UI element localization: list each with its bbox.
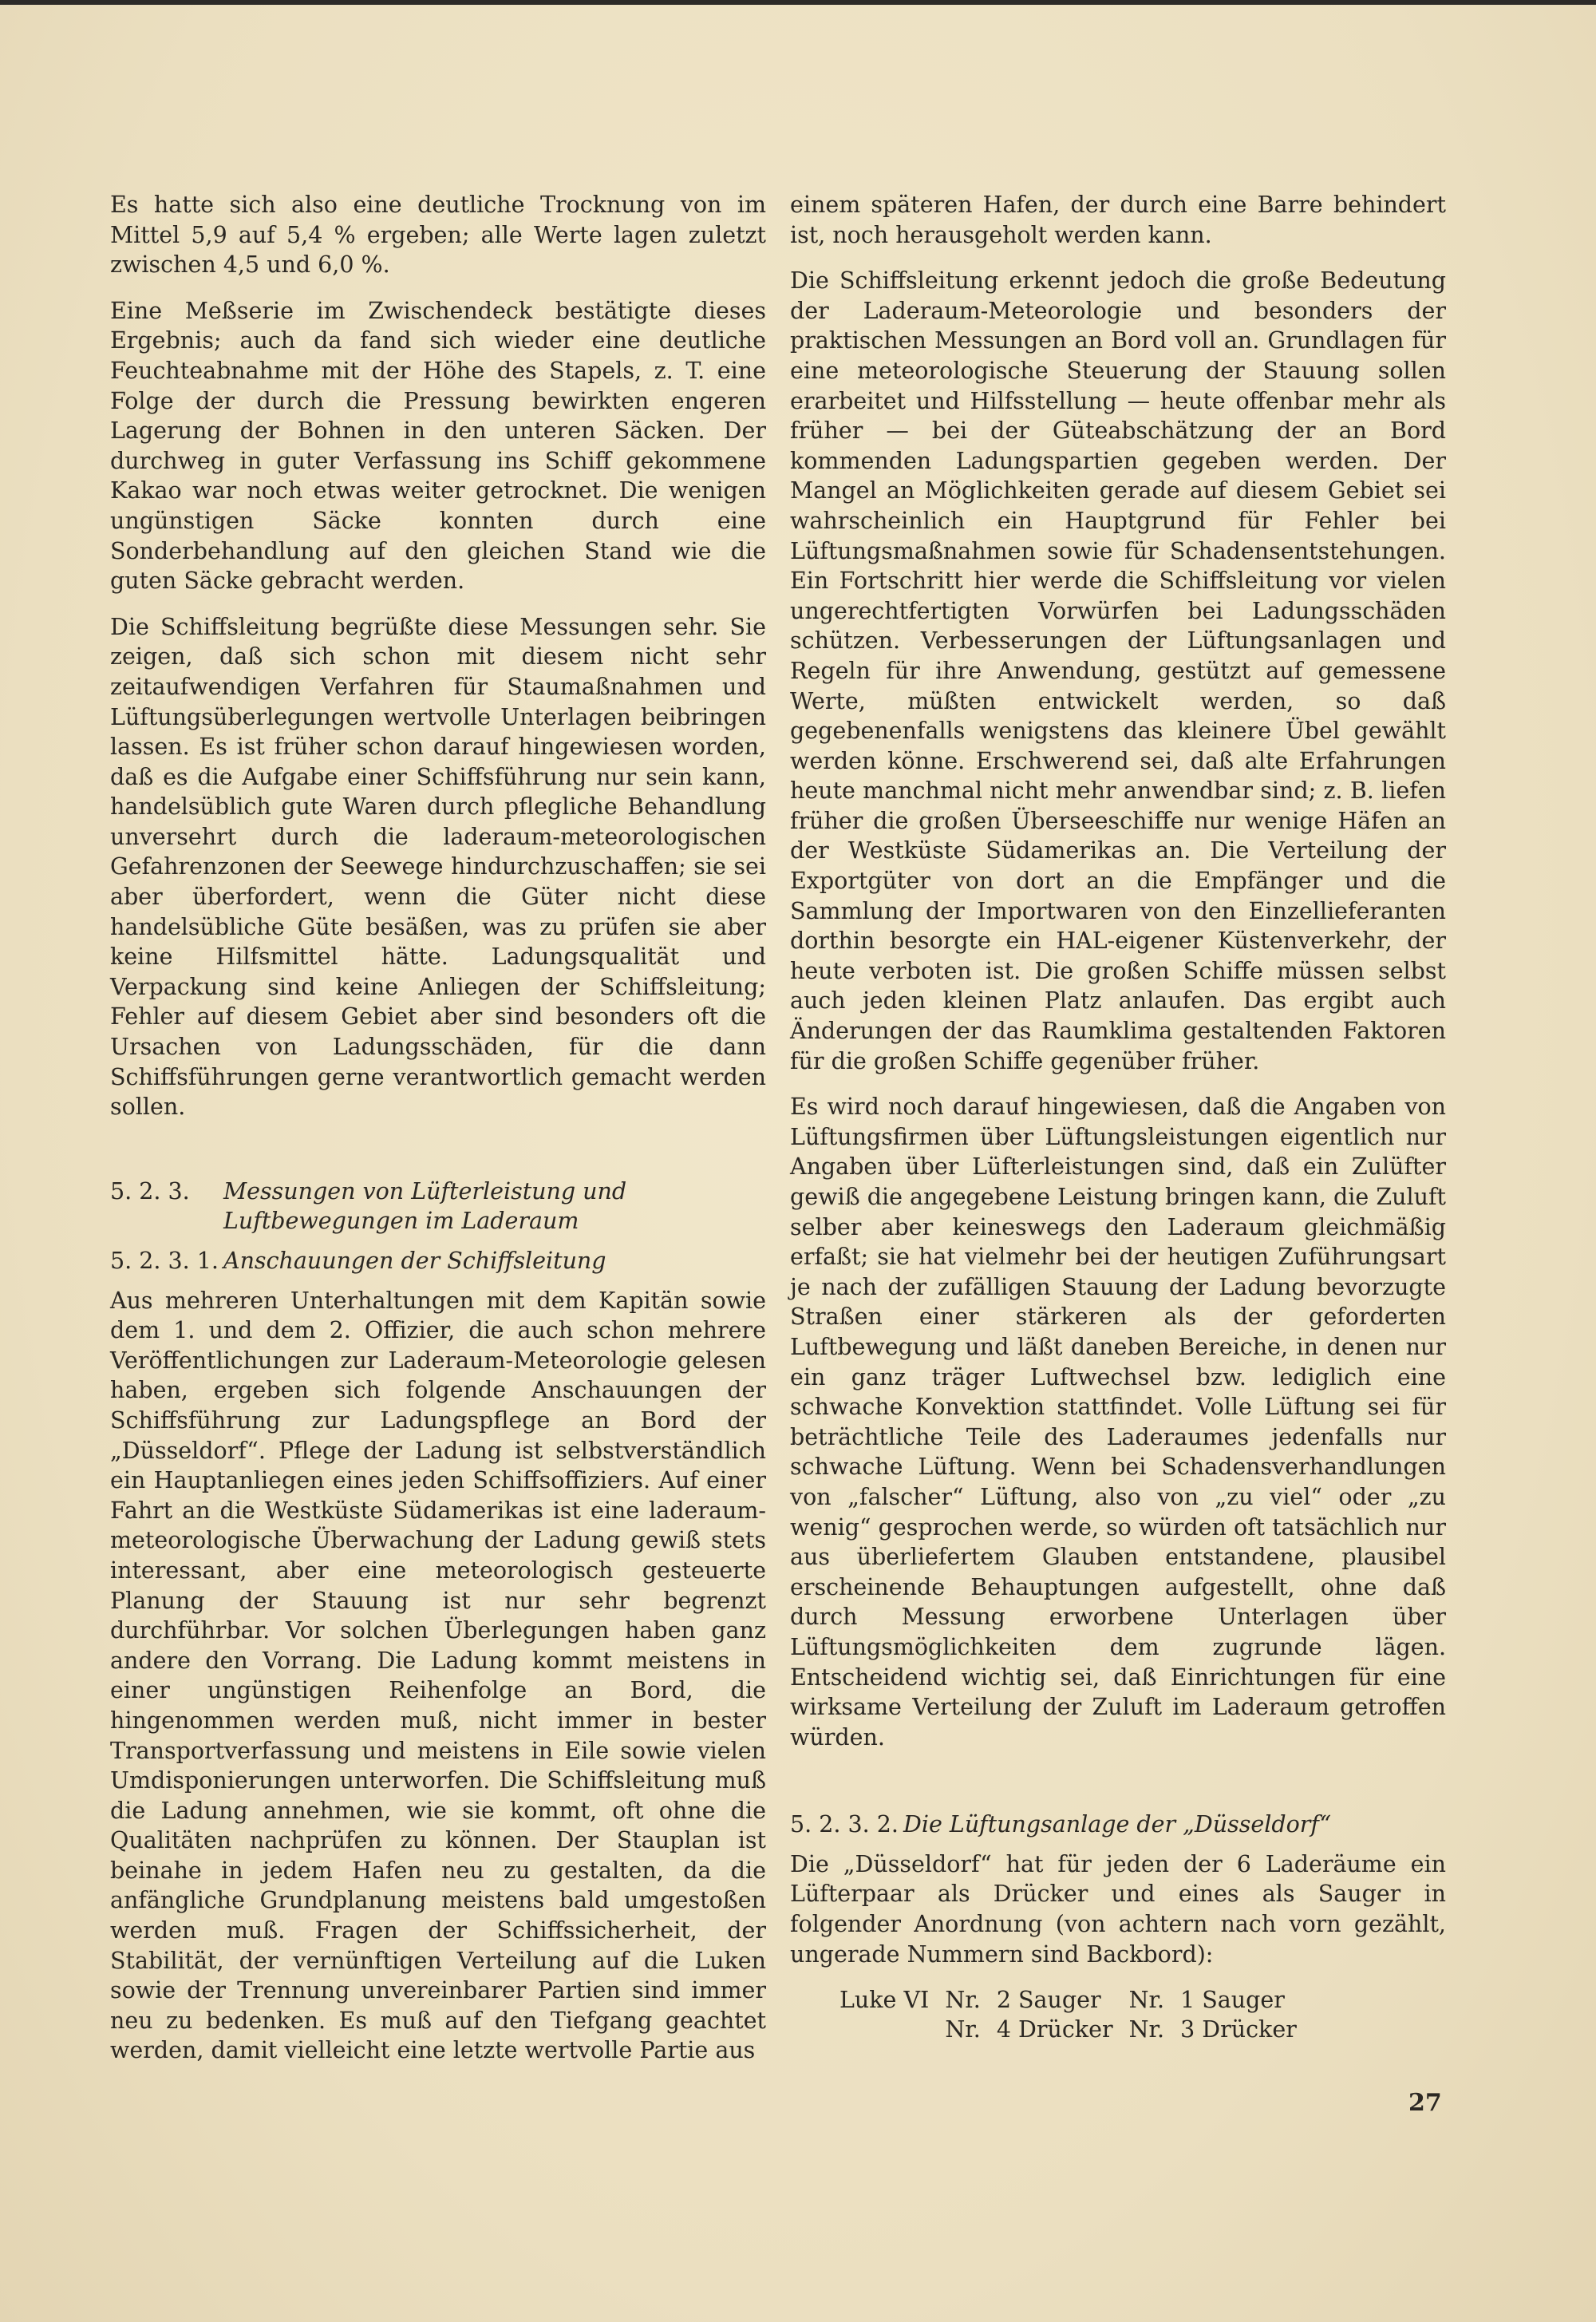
paragraph: einem späteren Hafen, der durch eine Barre behindert ist, noch herausgeholt werden kann. — [790, 192, 1446, 248]
paragraph: Die Schiffsleitung erkennt jedoch die große Bedeutung der Laderaum-Meteorologie und besonders der praktischen Messungen an Bord voll an. Grundlagen für eine meteorologische Steuerung der Stauung sollen erarbeitet und Hilfsstellung — heute offenbar mehr als früher — bei der Güteabschätzung der an Bord kommenden Ladungspartien gegeben werden. Der Mangel an Möglichkeiten gerade auf diesem Gebiet sei wahrscheinlich ein Hauptgrund für Fehler bei Lüftungsmaßnahmen sowie für Schadensentstehungen. Ein Fortschritt hier werde die Schiffsleitung vor vielen ungerechtfertigten Vorwürfen bei Ladungsschäden schützen. Verbesserungen der Lüftungsanlagen und Regeln für ihre Anwendung, gestützt auf gemessene Werte, müßten entwickelt werden, so daß gegebenenfalls wenigstens das kleinere Übel gewählt werden könne. Erschwerend sei, daß alte Erfahrungen heute manchmal nicht mehr anwendbar sind; z. B. liefen früher die großen Überseeschiffe nur wenige Häfen an der Westküste Südamerikas an. Die Verteilung der Exportgüter von dort an die Empfänger und die Sammlung der Importwaren von den Einzellieferanten dorthin besorgte ein HAL-eigener Küstenverkehr, der heute verboten ist. Die großen Schiffe müssen selbst auch jeden kleinen Platz anlaufen. Das ergibt auch Änderungen der das Raumklima gestaltenden Faktoren für die großen Schiffe gegenüber früher. — [790, 267, 1446, 1074]
paragraph: Es wird noch darauf hingewiesen, daß die Angaben von Lüftungsfirmen über Lüftungsleistungen eigentlich nur Angaben über Lüfterleistungen sind, daß ein Zulüfter gewiß die angegebene Leistung bringen kann, die Zuluft selber aber keineswegs den Laderaum gleichmäßig erfaßt; sie hat vielmehr bei der heutigen Zuführungsart je nach der zufälligen Stauung der Ladung bevorzugte Straßen einer stärkeren als der geforderten Luftbewegung und läßt daneben Bereiche, in denen nur ein ganz träger Luftwechsel bzw. lediglich eine schwache Konvektion stattfindet. Volle Lüftung sei für beträchtliche Teile des Laderaumes jedenfalls nur schwache Lüftung. Wenn bei Schadensverhandlungen von „falscher“ Lüftung, also von „zu viel“ oder „zu wenig“ gesprochen werde, so würden oft tatsächlich nur aus überliefertem Glauben entstandene, plausibel erscheinende Behauptungen aufgestellt, ohne daß durch Messung erworbene Unterlagen über Lüftungsmöglichkeiten dem zugrunde lägen. Entscheidend wichtig sei, daß Einrichtungen für eine wirksame Verteilung der Zuluft im Laderaum getroffen würden. — [790, 1094, 1446, 1750]
paragraph: Eine Meßserie im Zwischendeck bestätigte dieses Ergebnis; auch da fand sich wieder eine deutliche Feuchteabnahme mit der Höhe des Stapels, z. T. eine Folge der durch die Pressung bewirkten engeren Lagerung der Bohnen in den unteren Säcken. Der durchweg in guter Verfassung ins Schiff gekommene Kakao war noch etwas weiter getrocknet. Die wenigen ungünstigen Säcke konnten durch eine Sonderbehandlung auf den gleichen Stand wie die guten Säcke gebracht werden. — [110, 297, 766, 595]
paragraph: Aus mehreren Unterhaltungen mit dem Kapitän sowie dem 1. und dem 2. Offizier, die auch schon mehrere Veröffentlichungen zur Laderaum-Meteorologie gelesen haben, ergeben sich folgende Anschauungen der Schiffsführung zur Ladungspflege an Bord der „Düsseldorf“. Pflege der Ladung ist selbstverständlich ein Hauptanliegen eines jeden Schiffsoffiziers. Auf einer Fahrt an die Westküste Südamerikas ist eine laderaum-meteorologische Überwachung der Ladung gewiß stets interessant, aber eine meteorologisch gesteuerte Planung der Stauung ist nur sehr begrenzt durchführbar. Vor solchen Überlegungen haben ganz andere den Vorrang. Die Ladung kommt meistens in einer ungünstigen Reihenfolge an Bord, die hingenommen werden muß, nicht immer in bester Transportverfassung und meistens in Eile sowie vielen Umdisponierungen unterworfen. Die Schiffsleitung muß die Ladung annehmen, wie sie kommt, oft ohne die Qualitäten nachprüfen zu können. Der Stauplan ist beinahe in jedem Hafen neu zu gestalten, da die anfängliche Grundplanung meistens bald umgestoßen werden muß. Fragen der Schiffssicherheit, der Stabilität, der vernünftigen Verteilung auf die Luken sowie der Trennung unvereinbarer Partien sind immer neu zu bedenken. Es muß auf den Tiefgang geachtet werden, damit vielleicht eine letzte wertvolle Partie aus — [110, 1287, 766, 2064]
subsection-number: 5. 2. 3. 2. — [790, 1811, 899, 1838]
table-row — [839, 2015, 1313, 2044]
section-title: Messungen von Lüfterleistung und Luftbewegungen im Laderaum — [223, 1177, 627, 1235]
ventilation-table — [839, 1985, 1313, 2044]
table-cell: 2 Sauger — [996, 1987, 1101, 2014]
left-column — [110, 190, 766, 2082]
table-cell: Nr. — [945, 1987, 981, 2014]
paragraph: Die „Düsseldorf“ hat für jeden der 6 Laderäume ein Lüfterpaar als Drücker und eines als Sauger in folgender Anordnung (von achtern nach vorn gezählt, ungerade Nummern sind Backbord): — [790, 1850, 1446, 1968]
table-cell: Nr. — [945, 2016, 981, 2043]
table-cell: 1 Sauger — [1180, 1987, 1285, 2014]
paragraph: Die Schiffsleitung begrüßte diese Messungen sehr. Sie zeigen, daß sich schon mit diesem nicht sehr zeitaufwendigen Verfahren für Staumaßnahmen und Lüftungsüberlegungen wertvolle Unterlagen beibringen lassen. Es ist früher schon darauf hingewiesen worden, daß es die Aufgabe einer Schiffsführung nur sein kann, handelsüblich gute Waren durch pflegliche Behandlung unversehrt durch die laderaum-meteorologischen Gefahrenzonen der Seewege hindurchzuschaffen; sie sei aber überfordert, wenn die Güter nicht diese handelsübliche Güte besäßen, was zu prüfen sie aber keine Hilfsmittel hätte. Ladungsqualität und Verpackung sind keine Anliegen der Schiffsleitung; Fehler auf diesem Gebiet aber sind besonders oft die Ursachen von Ladungsschäden, für die dann Schiffsführungen gerne verantwortlich gemacht werden sollen. — [110, 613, 766, 1121]
subsection-number: 5. 2. 3. 1. — [110, 1248, 219, 1274]
section-number: 5. 2. 3. — [110, 1177, 190, 1205]
table-cell: 4 Drücker — [996, 2016, 1113, 2043]
subsection-heading — [790, 1810, 1446, 1840]
page-number: 27 — [1408, 2089, 1442, 2117]
subsection-title: Die Lüftungsanlage der „Düsseldorf“ — [903, 1811, 1332, 1838]
table-row — [839, 1985, 1313, 2015]
table-cell: Nr. — [1128, 1987, 1165, 2014]
scan-top-edge — [0, 0, 1596, 5]
table-cell — [839, 2015, 945, 2044]
paragraph: Es hatte sich also eine deutliche Trocknung von im Mittel 5,9 auf 5,4 % ergeben; alle Werte lagen zuletzt zwischen 4,5 und 6,0 %. — [110, 192, 766, 279]
subsection-title: Anschauungen der Schiffsleitung — [223, 1248, 606, 1274]
table-cell: Nr. — [1128, 2016, 1165, 2043]
section-heading — [110, 1177, 766, 1236]
subsection-heading — [110, 1246, 766, 1276]
table-cell: Luke VI — [839, 1987, 930, 2014]
table-cell: 3 Drücker — [1180, 2016, 1297, 2043]
right-column — [790, 190, 1446, 2044]
